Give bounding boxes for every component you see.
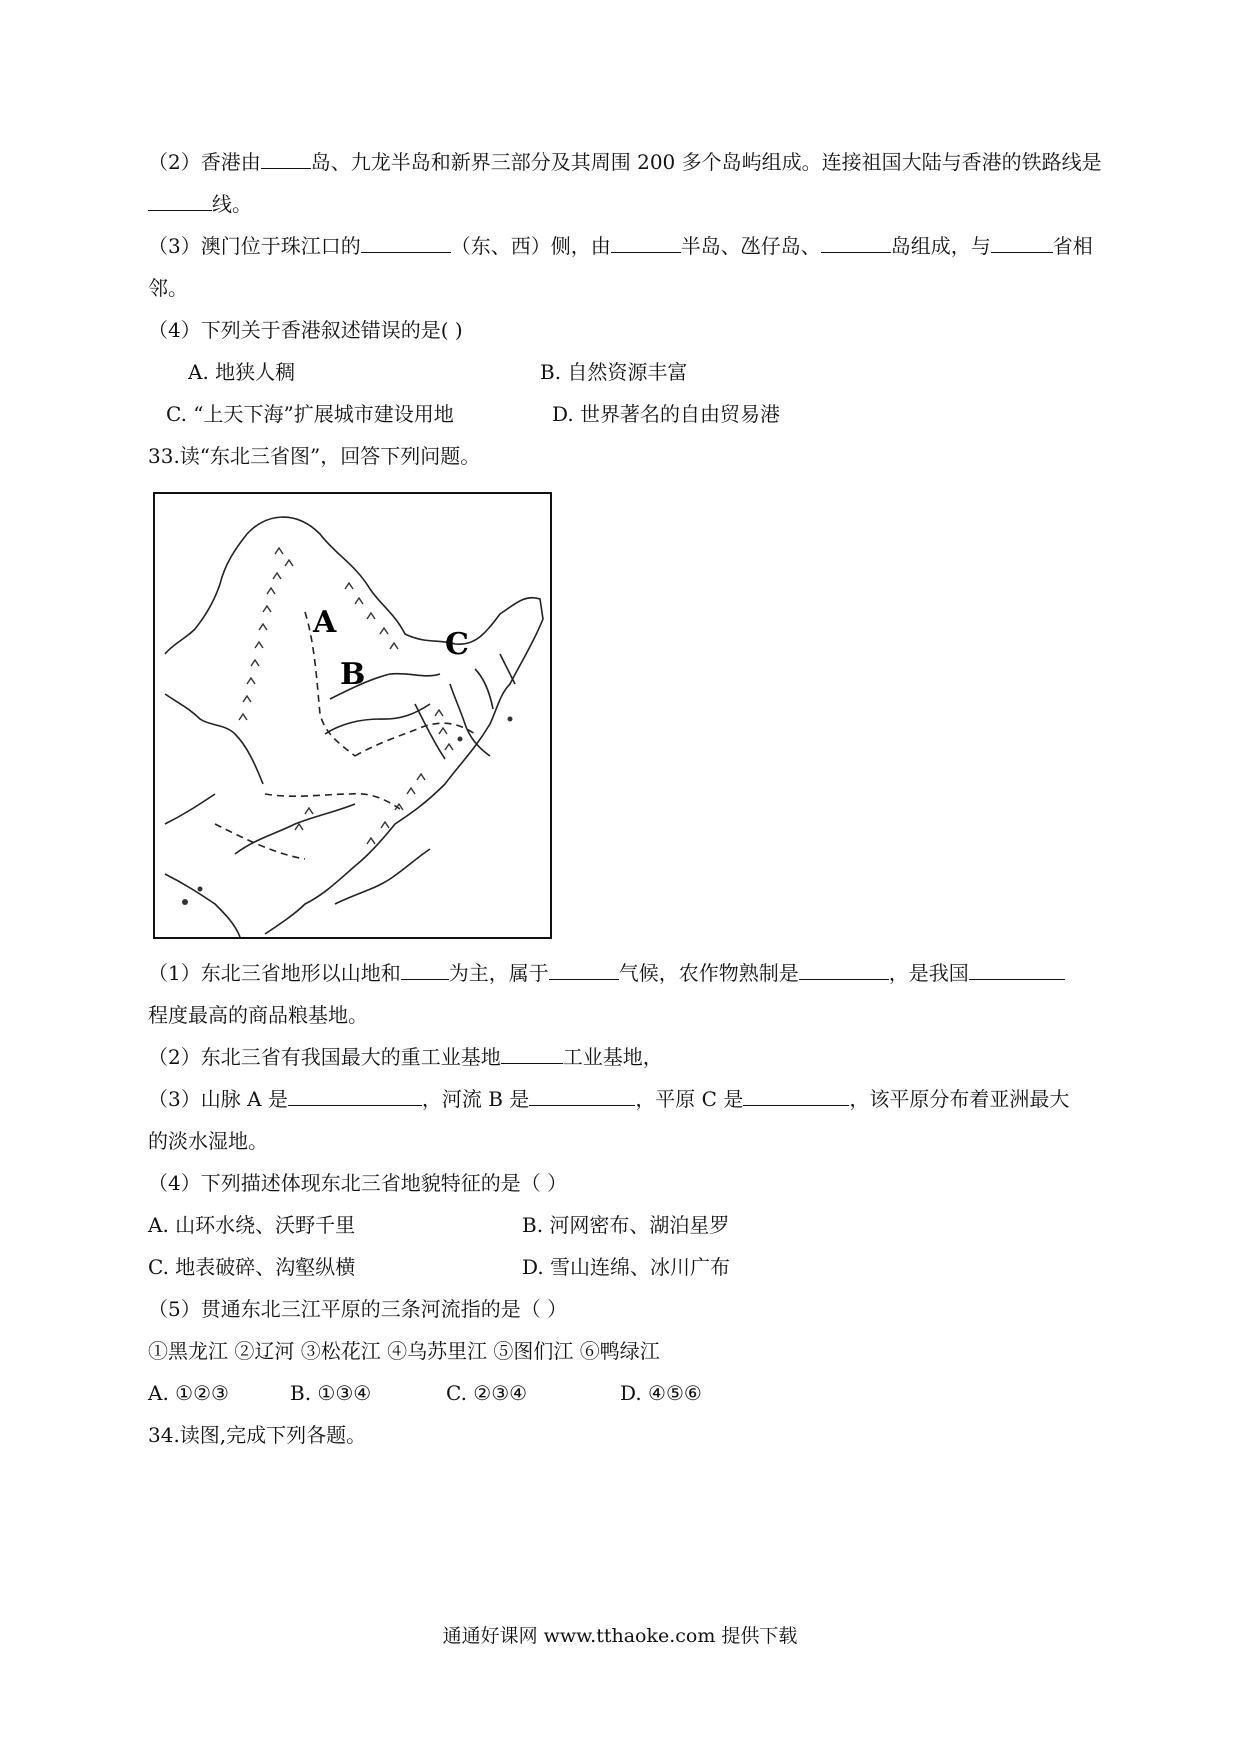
q32-option-a: A. 地狭人稠 <box>188 360 296 384</box>
q33-part1-line1 <box>148 959 1108 987</box>
map-label-a: A <box>313 605 337 640</box>
text: 气候，农作物熟制是 <box>618 961 799 985</box>
q33-part3-line2: 的淡水湿地。 <box>148 1129 268 1153</box>
text: ，河流 B 是 <box>421 1087 530 1111</box>
northeast-china-map <box>153 492 552 939</box>
text: 岛组成，与 <box>890 234 991 258</box>
q33-p5-option-b: B. ①③④ <box>290 1381 372 1405</box>
page-footer: 通通好课网 www.tthaoke.com 提供下载 <box>442 1625 798 1647</box>
q32-option-c: C. “上天下海”扩展城市建设用地 <box>166 402 454 426</box>
q32-part3-line2 <box>148 274 1108 302</box>
q32-part2-line2 <box>148 190 1108 218</box>
q33-part5-items: ①黑龙江 ②辽河 ③松花江 ④乌苏里江 ⑤图们江 ⑥鸭绿江 <box>148 1339 660 1363</box>
map-label-b: B <box>340 657 366 692</box>
q33-part5-stem: （5）贯通东北三江平原的三条河流指的是（ ） <box>148 1297 568 1321</box>
answer-blank <box>261 148 311 169</box>
q32-part2-line1 <box>148 148 1108 176</box>
q33-part1-line2: 程度最高的商品粮基地。 <box>148 1003 368 1027</box>
q33-part4-stem: （4）下列描述体现东北三省地貌特征的是（ ） <box>148 1171 568 1195</box>
answer-blank <box>743 1085 849 1106</box>
q32-part4-stem: （4）下列关于香港叙述错误的是( ) <box>148 318 463 342</box>
answer-blank <box>969 959 1065 980</box>
answer-blank <box>148 190 212 211</box>
q33-p4-option-c: C. 地表破碎、沟壑纵横 <box>148 1255 356 1279</box>
text: ，该平原分布着亚洲最大 <box>849 1087 1070 1111</box>
text: ，平原 C 是 <box>635 1087 744 1111</box>
text: （东、西）侧，由 <box>450 234 611 258</box>
q33-part3-line1 <box>148 1085 1108 1113</box>
q33-p4-option-d: D. 雪山连绵、冰川广布 <box>522 1255 731 1279</box>
q33-p5-option-a: A. ①②③ <box>148 1381 229 1405</box>
text: 为主，属于 <box>448 961 549 985</box>
text: ，是我国 <box>888 961 969 985</box>
answer-blank <box>361 232 451 253</box>
answer-blank <box>529 1085 635 1106</box>
text: 邻。 <box>148 276 188 300</box>
answer-blank <box>501 1043 563 1064</box>
text: 岛、九龙半岛和新界三部分及其周围 200 多个岛屿组成。连接祖国大陆与香港的铁路线是 <box>310 150 1102 174</box>
q32-option-b: B. 自然资源丰富 <box>540 360 688 384</box>
q33-part2 <box>148 1043 1108 1071</box>
answer-blank <box>288 1085 422 1106</box>
q33-p5-option-c: C. ②③④ <box>446 1381 528 1405</box>
answer-blank <box>991 232 1053 253</box>
q34-title: 34.读图,完成下列各题。 <box>148 1423 367 1447</box>
text: 线。 <box>212 192 252 216</box>
text: （3）澳门位于珠江口的 <box>148 234 361 258</box>
answer-blank <box>799 959 889 980</box>
answer-blank <box>549 959 619 980</box>
map-drawing <box>155 494 550 937</box>
q32-part3-line1 <box>148 232 1108 260</box>
text: （3）山脉 A 是 <box>148 1087 288 1111</box>
map-label-c: C <box>445 627 469 662</box>
text: （2）香港由 <box>148 150 261 174</box>
answer-blank <box>401 959 449 980</box>
text: 省相 <box>1052 234 1093 258</box>
text: （1）东北三省地形以山地和 <box>148 961 401 985</box>
answer-blank <box>611 232 681 253</box>
q33-p4-option-b: B. 河网密布、湖泊星罗 <box>522 1213 730 1237</box>
text: （2）东北三省有我国最大的重工业基地 <box>148 1045 501 1069</box>
answer-blank <box>821 232 891 253</box>
text: 工业基地， <box>562 1045 663 1069</box>
q33-title: 33.读“东北三省图”，回答下列问题。 <box>148 444 481 468</box>
q33-p5-option-d: D. ④⑤⑥ <box>620 1381 702 1405</box>
q32-option-d: D. 世界著名的自由贸易港 <box>552 402 781 426</box>
text: 半岛、氹仔岛、 <box>680 234 821 258</box>
q33-p4-option-a: A. 山环水绕、沃野千里 <box>148 1213 356 1237</box>
